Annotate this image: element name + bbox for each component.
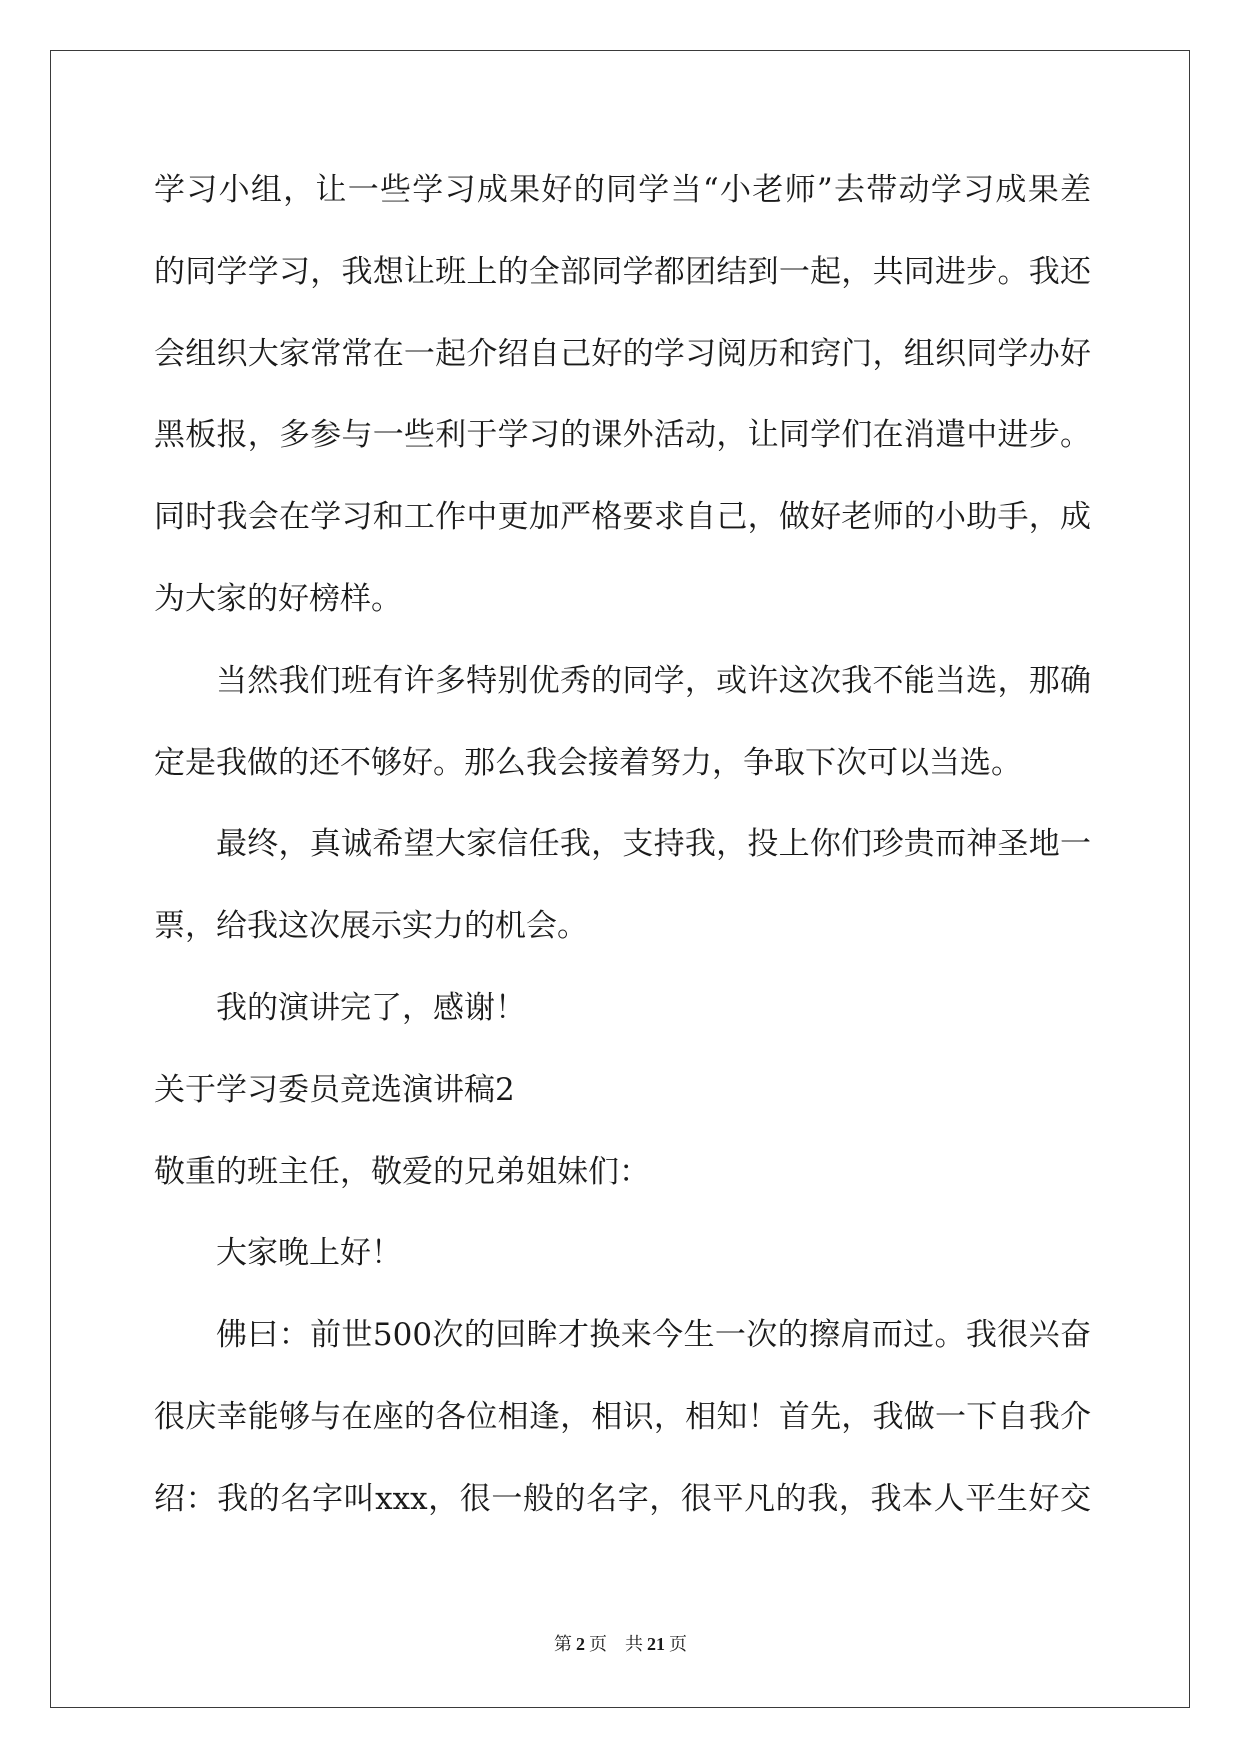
text-line: 很庆幸能够与在座的各位相逢，相识，相知！首先，我做一下自我介 [154,1398,1091,1435]
text-line: 最终，真诚希望大家信任我，支持我，投上你们珍贵而神圣地一 [216,826,1091,863]
total-pages-suffix: 页 [669,1634,687,1654]
text-line: 我的演讲完了，感谢！ [216,989,526,1026]
paragraph [154,641,1091,805]
text-line: 会组织大家常常在一起介绍自己好的学习阅历和窍门，组织同学办好 [154,335,1091,372]
paragraph [154,150,1091,641]
page-number-prefix: 第 [554,1634,572,1654]
text-line: 票，给我这次展示实力的机会。 [154,908,588,945]
document-body [154,150,1091,1541]
text-line: 定是我做的还不够好。那么我会接着努力，争取下次可以当选。 [154,744,1022,781]
salutation: 敬重的班主任，敬爱的兄弟姐妹们： [154,1153,650,1190]
paragraph [154,1295,1091,1540]
text-line: 黑板报，多参与一些利于学习的课外活动，让同学们在消遣中进步。 [154,417,1091,454]
total-pages-prefix: 共 [625,1634,643,1654]
page-number-suffix: 页 [589,1634,607,1654]
text-line: 当然我们班有许多特别优秀的同学，或许这次我不能当选，那确 [216,662,1091,699]
paragraph [154,804,1091,968]
section-title: 关于学习委员竞选演讲稿2 [154,1071,515,1108]
text-line: 同时我会在学习和工作中更加严格要求自己，做好老师的小助手，成 [154,499,1091,536]
text-line: 佛曰：前世500次的回眸才换来今生一次的擦肩而过。我很兴奋 [216,1317,1091,1354]
paragraph [154,1213,1091,1295]
total-pages: 21 [647,1634,665,1654]
paragraph [154,968,1091,1050]
page-number: 2 [576,1634,585,1654]
text-line: 大家晚上好！ [216,1235,402,1272]
text-line: 绍：我的名字叫xxx，很一般的名字，很平凡的我，我本人平生好交 [154,1480,1091,1517]
text-line: 的同学学习，我想让班上的全部同学都团结到一起，共同进步。我还 [154,253,1091,290]
page-footer [0,1632,1241,1656]
text-line: 为大家的好榜样。 [154,580,402,617]
text-line: 学习小组，让一些学习成果好的同学当“小老师”去带动学习成果差 [154,172,1091,208]
